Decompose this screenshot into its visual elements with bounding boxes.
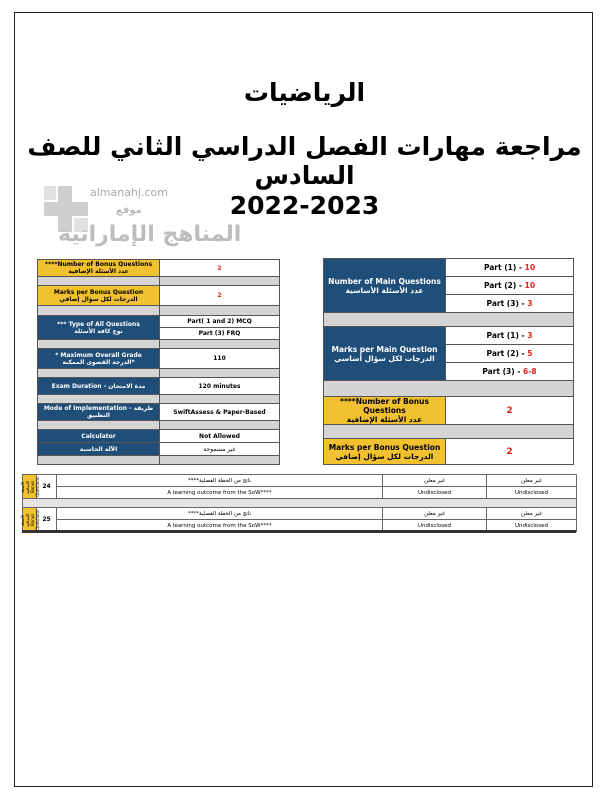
main-questions-part-3: Part (3) - 3 <box>446 295 574 313</box>
implementation-mode-label: Mode of Implementation - طريقة التطبيق <box>38 404 160 421</box>
marks-bonus-value-right: 2 <box>446 439 574 465</box>
implementation-mode-value: SwiftAssess & Paper-Based <box>160 404 280 421</box>
bonus-questions-table <box>19 474 577 532</box>
question-type-label: *** Type of All Questions نوع كافة الأسئلة <box>38 316 160 340</box>
outcome-en: A learning outcome from the SoW**** <box>57 520 383 532</box>
bonus-side-label-2: الأسئلة الإضافية Bonus Questions <box>23 508 37 532</box>
marks-main-part-3: Part (3) - 6-8 <box>446 363 574 381</box>
max-grade-value: 110 <box>160 349 280 369</box>
bonus-questions-value: 2 <box>160 260 280 277</box>
watermark-url: almanahj.com <box>90 186 168 199</box>
col1-en: Undisclosed <box>383 487 487 499</box>
col2-en: Undisclosed <box>487 520 577 532</box>
marks-bonus-label: Marks per Bonus Question الدرجات لكل سؤال إضافي <box>38 286 160 306</box>
exam-info-table <box>37 259 280 465</box>
marks-bonus-label-right: Marks per Bonus Question الدرجات لكل سؤال إضافي <box>324 439 446 465</box>
outcome-en: A learning outcome from the SoW**** <box>57 487 383 499</box>
col1-ar: غير معلن <box>383 475 487 487</box>
col2-ar: غير معلن <box>487 508 577 520</box>
subject-heading: الرياضيات <box>243 78 366 107</box>
question-type-value-1: Part( 1 and 2) MCQ <box>160 316 280 328</box>
question-type-value-2: Part (3) FRQ <box>160 328 280 340</box>
main-questions-label: Number of Main Questions عدد الأسئلة الأساسية <box>324 259 446 313</box>
main-questions-part-1: Part (1) - 10 <box>446 259 574 277</box>
marks-main-part-1: Part (1) - 3 <box>446 327 574 345</box>
col1-ar: غير معلن <box>383 508 487 520</box>
questions-marks-table <box>323 258 574 465</box>
question-number: 25 <box>37 508 57 532</box>
exam-duration-value: 120 minutes <box>160 378 280 395</box>
bonus-side-label-1: الأسئلة الإضافية Bonus Questions <box>23 475 37 499</box>
bonus-questions-label: ****Number of Bonus Questions عدد الأسئلة الإضافية <box>38 260 160 277</box>
marks-main-part-2: Part (2) - 5 <box>446 345 574 363</box>
main-questions-part-2: Part (2) - 10 <box>446 277 574 295</box>
marks-main-label: Marks per Main Question الدرجات لكل سؤال أساسي <box>324 327 446 381</box>
col1-en: Undisclosed <box>383 520 487 532</box>
calculator-value: Not Allowed <box>160 430 280 443</box>
table-bottom-bar <box>22 530 576 533</box>
watermark-label-small: موقع <box>116 205 142 216</box>
question-number: 24 <box>37 475 57 499</box>
calculator-value-ar: غير مسموحة <box>160 443 280 456</box>
col2-en: Undisclosed <box>487 487 577 499</box>
calculator-label-ar: الآلة الحاسبة <box>38 443 160 456</box>
max-grade-label: * Maximum Overall Grade *الدرجة القصوى الممكنة <box>38 349 160 369</box>
bonus-questions-value-right: 2 <box>446 397 574 425</box>
exam-duration-label: Exam Duration - مدة الامتحان <box>38 378 160 395</box>
outcome-ar: ناتج من الخطة الفصلية**** <box>57 475 383 487</box>
calculator-label: Calculator <box>38 430 160 443</box>
bonus-questions-label-right: ****Number of Bonus Questions عدد الأسئلة الإضافية <box>324 397 446 425</box>
document-title: مراجعة مهارات الفصل الدراسي الثاني للصف السادس <box>27 132 582 190</box>
outcome-ar: ناتج من الخطة الفصلية**** <box>57 508 383 520</box>
marks-bonus-value: 2 <box>160 286 280 306</box>
watermark-label-big: المناهج الإماراتية <box>58 222 242 247</box>
academic-year: 2022-2023 <box>229 191 380 220</box>
col2-ar: غير معلن <box>487 475 577 487</box>
